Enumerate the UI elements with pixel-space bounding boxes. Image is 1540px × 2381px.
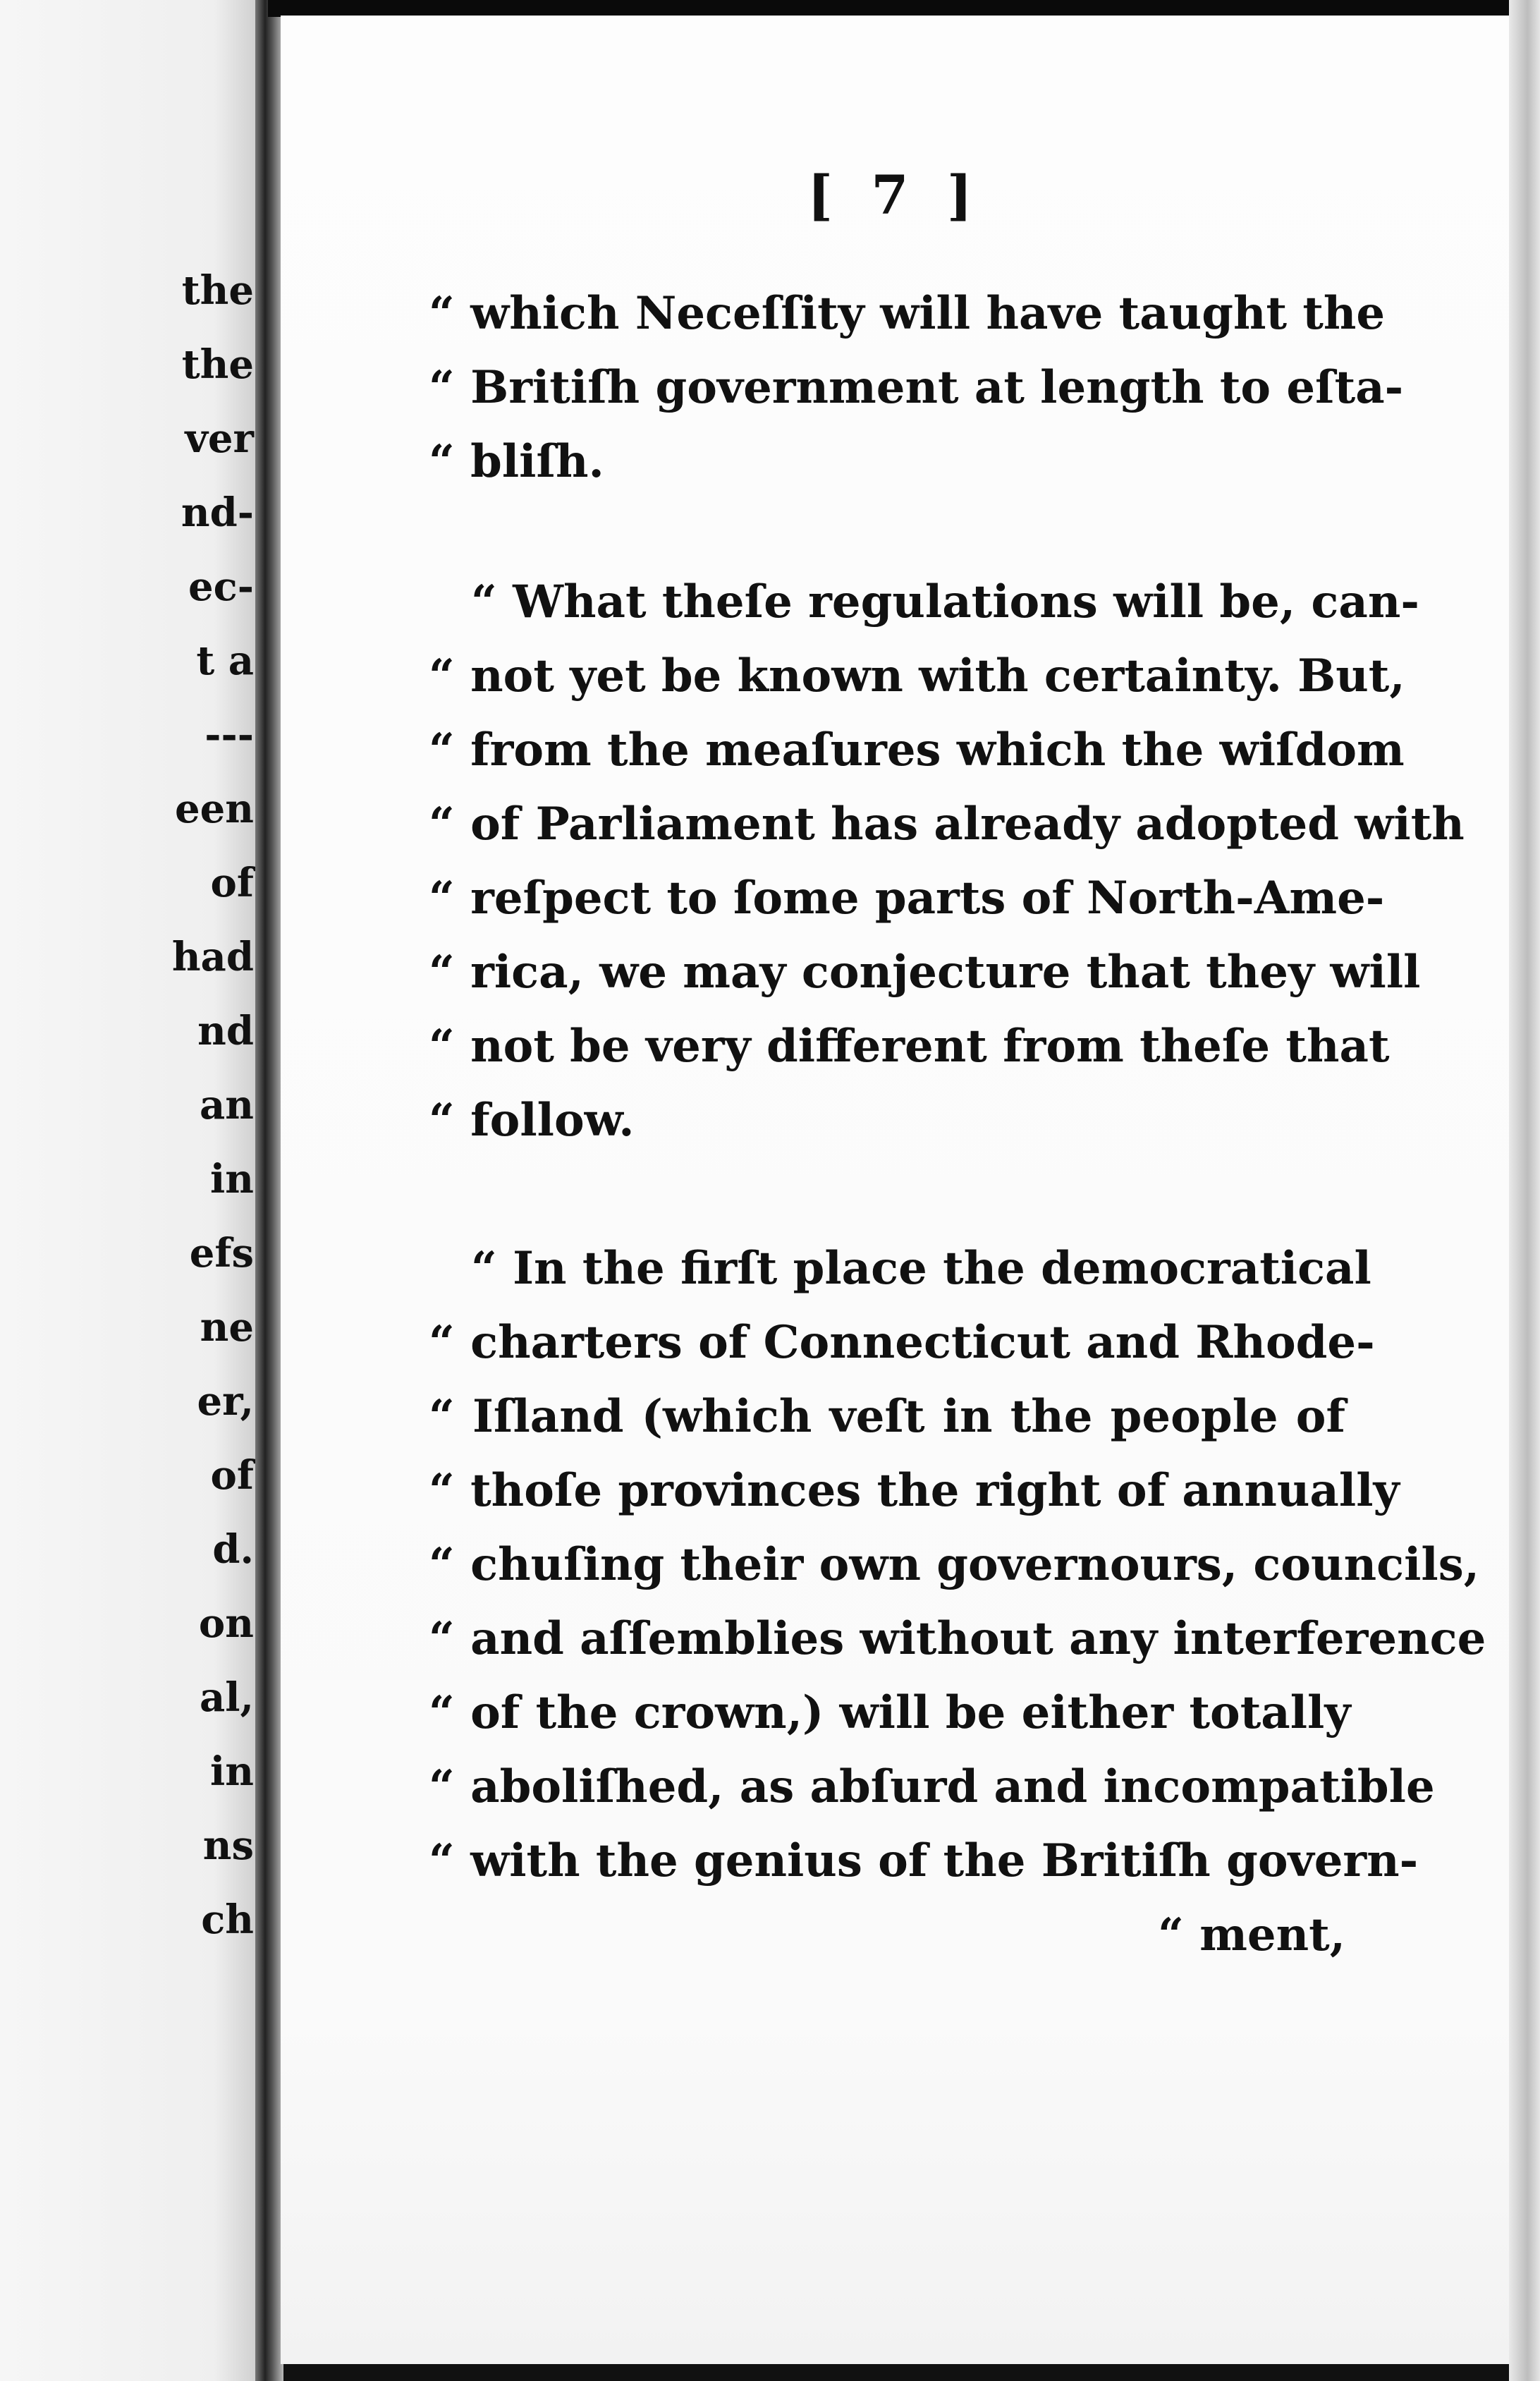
left-line: ver bbox=[185, 415, 254, 462]
text-line: “ not yet be known with certainty. But, bbox=[429, 650, 1405, 702]
left-line: in bbox=[210, 1748, 254, 1795]
left-line: nd- bbox=[181, 489, 254, 536]
left-line: er, bbox=[197, 1378, 254, 1425]
left-line: ne bbox=[200, 1304, 254, 1351]
scan-top-edge bbox=[268, 0, 1540, 17]
text-line: “ charters of Connecticut and Rhode- bbox=[429, 1316, 1375, 1369]
left-line: t a bbox=[196, 638, 254, 684]
left-line: on bbox=[198, 1600, 254, 1647]
text-line: “ thoſe provinces the right of annually bbox=[429, 1464, 1400, 1517]
page-edge bbox=[1509, 0, 1540, 2381]
left-line: d. bbox=[212, 1526, 254, 1573]
text-line: “ Britiſh government at length to eſta- bbox=[429, 361, 1404, 414]
text-line: “ which Neceſſity will have taught the bbox=[429, 287, 1386, 340]
left-line: of bbox=[210, 1452, 254, 1499]
page-body bbox=[429, 276, 1486, 1972]
left-page-text bbox=[172, 254, 254, 1957]
catchword: “ ment, bbox=[1158, 1908, 1345, 1961]
text-line: “ of the crown,) will be either totally bbox=[429, 1686, 1351, 1739]
book-gutter bbox=[255, 0, 283, 2381]
left-line: of bbox=[210, 860, 254, 906]
left-line: een bbox=[175, 786, 254, 832]
left-line: efs bbox=[189, 1230, 254, 1277]
text-line: “ from the meaſures which the wiſdom bbox=[429, 724, 1405, 777]
left-line: an bbox=[200, 1082, 254, 1128]
left-line: ns bbox=[202, 1822, 254, 1869]
right-page bbox=[281, 16, 1509, 2364]
text-line: “ rica, we may conjecture that they will bbox=[429, 946, 1421, 999]
text-line: “ bliſh. bbox=[429, 435, 604, 488]
left-line: in bbox=[210, 1156, 254, 1202]
text-line: “ In the firſt place the democratical bbox=[471, 1242, 1371, 1295]
left-page bbox=[0, 0, 268, 2381]
left-line: the bbox=[181, 267, 254, 314]
text-line: “ reſpect to ſome parts of North-Ame- bbox=[429, 872, 1385, 925]
paragraph-gap bbox=[429, 499, 1345, 565]
paragraph-gap bbox=[429, 1157, 1345, 1231]
text-line: “ follow. bbox=[429, 1094, 635, 1147]
text-line: “ chuſing their own governours, councils, bbox=[429, 1538, 1479, 1591]
text-line: “ and aſſemblies without any interference bbox=[429, 1612, 1486, 1665]
left-line: nd bbox=[197, 1008, 254, 1054]
left-line: --- bbox=[204, 712, 254, 758]
left-line: ch bbox=[201, 1896, 254, 1943]
left-line: ec- bbox=[188, 564, 254, 610]
left-line: al, bbox=[199, 1674, 254, 1721]
page-number: [ 7 ] bbox=[807, 164, 982, 226]
text-line: “ not be very different from theſe that bbox=[429, 1020, 1390, 1073]
text-line: “ aboliſhed, as abſurd and incompatible bbox=[429, 1760, 1435, 1813]
text-line: “ What theſe regulations will be, can- bbox=[471, 576, 1419, 628]
text-line: “ Iſland (which veſt in the people of bbox=[429, 1390, 1345, 1443]
text-line: “ with the genius of the Britiſh govern- bbox=[429, 1834, 1419, 1887]
left-line: the bbox=[181, 341, 254, 388]
text-line: “ of Parliament has already adopted with bbox=[429, 798, 1465, 851]
left-line: had bbox=[171, 934, 254, 980]
